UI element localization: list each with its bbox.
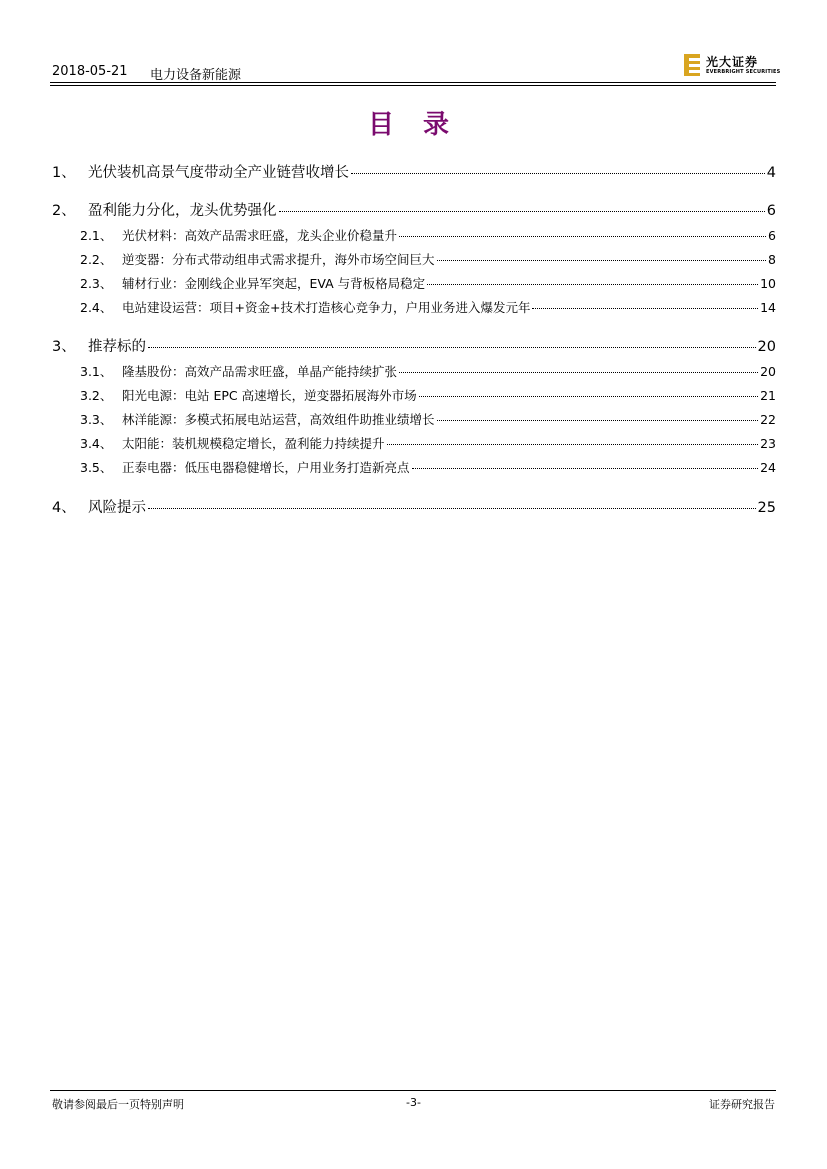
toc-entry-number: 3.1、	[80, 364, 113, 379]
toc-entry-2-3[interactable]	[80, 274, 776, 292]
toc-entry-number: 2.1、	[80, 228, 113, 243]
toc-entry-page: 23	[760, 436, 776, 451]
toc-title: 目 录	[367, 110, 460, 140]
toc-entry-page: 10	[760, 276, 776, 291]
toc-entry-text: 正泰电器：低压电器稳健增长，户用业务打造新亮点	[122, 460, 410, 475]
toc-entry-2[interactable]	[52, 199, 776, 220]
toc-entry-3[interactable]	[52, 335, 776, 356]
toc-entry-number: 3.5、	[80, 460, 113, 475]
footer-disclaimer: 敬请参阅最后一页特别声明	[52, 1098, 184, 1111]
toc-entry-page: 24	[760, 460, 776, 475]
toc-entry-text: 隆基股份：高效产品需求旺盛，单晶产能持续扩张	[122, 364, 398, 379]
toc-entry-page: 25	[757, 500, 776, 516]
toc-entry-number: 2、	[52, 203, 76, 219]
toc-entry-page: 14	[760, 300, 776, 315]
toc-entry-text: 盈利能力分化，龙头优势强化	[88, 203, 277, 219]
report-sector: 电力设备新能源	[150, 68, 242, 83]
toc-entry-4[interactable]	[52, 496, 776, 517]
toc-entry-text: 电站建设运营：项目+资金+技术打造核心竞争力，户用业务进入爆发元年	[122, 300, 531, 315]
header-rule-secondary	[50, 85, 776, 86]
toc-entry-page: 21	[760, 388, 776, 403]
toc-entry-3-1[interactable]	[80, 362, 776, 380]
toc-entry-text: 林洋能源：多模式拓展电站运营，高效组件助推业绩增长	[122, 412, 435, 427]
logo-text-en: EVERBRIGHT SECURITIES	[706, 69, 781, 75]
toc-entry-3-4[interactable]	[80, 434, 776, 452]
logo-mark-icon	[684, 54, 700, 76]
toc-entry-text: 风险提示	[88, 500, 146, 516]
toc-entry-page: 4	[766, 165, 776, 181]
company-logo	[684, 52, 779, 78]
toc-leader	[399, 236, 766, 237]
toc-leader	[427, 284, 758, 285]
toc-entry-number: 2.2、	[80, 252, 113, 267]
toc-entry-number: 4、	[52, 500, 76, 516]
toc-entry-page: 20	[760, 364, 776, 379]
toc-entry-page: 22	[760, 412, 776, 427]
toc-entry-number: 2.3、	[80, 276, 113, 291]
toc-entry-2-1[interactable]	[80, 226, 776, 244]
footer-rule	[50, 1090, 776, 1091]
toc-leader	[419, 396, 758, 397]
toc-entry-text: 太阳能：装机规模稳定增长，盈利能力持续提升	[122, 436, 385, 451]
toc-leader	[437, 260, 767, 261]
toc-leader	[351, 173, 765, 174]
toc-entry-3-2[interactable]	[80, 386, 776, 404]
toc-entry-page: 8	[768, 252, 776, 267]
toc-entry-number: 3.4、	[80, 436, 113, 451]
toc-leader	[399, 372, 758, 373]
toc-entry-number: 3、	[52, 339, 76, 355]
toc-entry-number: 2.4、	[80, 300, 113, 315]
toc-entry-3-3[interactable]	[80, 410, 776, 428]
page-number: -3-	[406, 1096, 421, 1109]
toc-entry-text: 阳光电源：电站 EPC 高速增长，逆变器拓展海外市场	[122, 388, 417, 403]
toc-entry-1[interactable]	[52, 161, 776, 182]
toc-entry-2-2[interactable]	[80, 250, 776, 268]
header-rule	[50, 82, 776, 83]
toc-leader	[148, 508, 756, 509]
report-date: 2018-05-21	[52, 64, 128, 79]
toc-leader	[148, 347, 756, 348]
toc-entry-number: 3.3、	[80, 412, 113, 427]
toc-entry-number: 1、	[52, 165, 76, 181]
toc-leader	[279, 211, 765, 212]
toc-entry-page: 20	[757, 339, 776, 355]
toc-leader	[532, 308, 758, 309]
toc-entry-page: 6	[768, 228, 776, 243]
toc-leader	[412, 468, 759, 469]
toc-entry-page: 6	[766, 203, 776, 219]
toc-entry-text: 推荐标的	[88, 339, 146, 355]
toc-entry-3-5[interactable]	[80, 458, 776, 476]
toc-entry-2-4[interactable]	[80, 298, 776, 316]
logo-text-cn: 光大证券	[706, 55, 759, 69]
toc-entry-text: 光伏装机高景气度带动全产业链营收增长	[88, 165, 349, 181]
toc-entry-text: 逆变器：分布式带动组串式需求提升，海外市场空间巨大	[122, 252, 435, 267]
footer-report-type: 证券研究报告	[709, 1098, 775, 1111]
toc-entry-number: 3.2、	[80, 388, 113, 403]
toc-leader	[387, 444, 759, 445]
toc-entry-text: 光伏材料：高效产品需求旺盛，龙头企业价稳量升	[122, 228, 398, 243]
toc-entry-text: 辅材行业：金刚线企业异军突起，EVA 与背板格局稳定	[122, 276, 426, 291]
toc-leader	[437, 420, 759, 421]
